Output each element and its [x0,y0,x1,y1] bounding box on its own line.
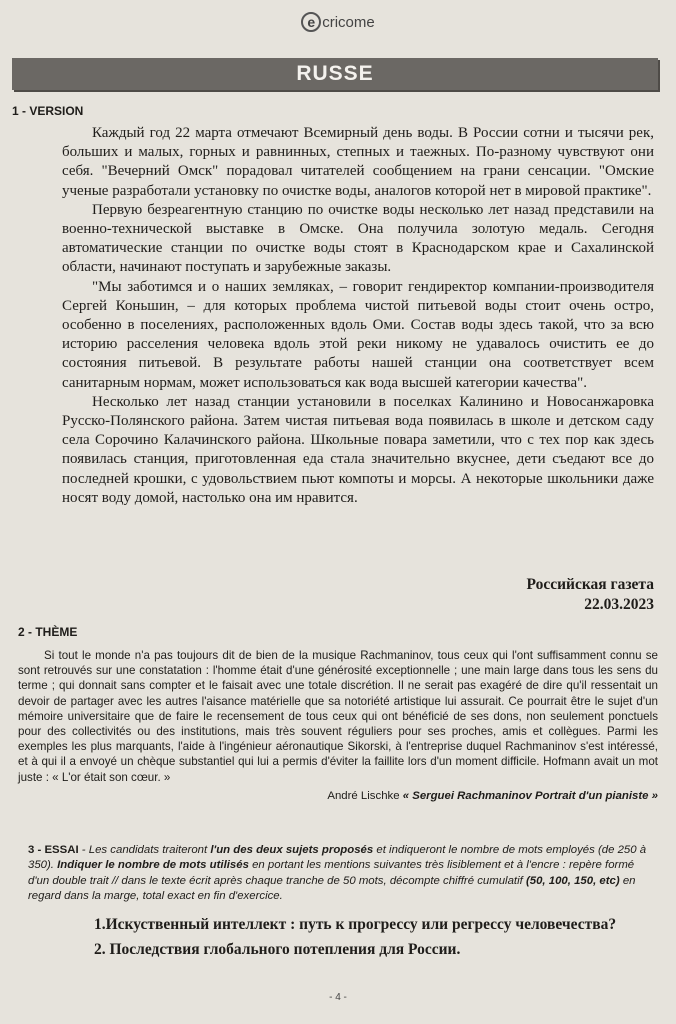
ecricome-logo [0,12,676,32]
essai-instr: en regard dans la marge, total exact en fin d'exercice. [28,874,636,903]
essai-instructions [28,843,656,905]
version-paragraph: Несколько лет назад станции установили в поселках Калинино и Новосанжаровка Русско-Полянского района. Затем чистая питьевая вода появилась в школе и детском саду села Сорочино Калачинского района. Школьные повара заметили, что с тех пор как здесь появилась станция, приготовленная еда стала значительно вкуснее, дети съедают все до последней крошки, с удовольствием пьют компоты и морсы. А некоторые школьники даже носят воду домой, настолько она им нравится. [62,393,654,506]
version-title: 1 - VERSION [12,104,84,118]
essai-instr: en portant les mentions suivantes très lisiblement et à l'encre : [248,859,569,872]
theme-title: 2 - THÈME [18,625,78,639]
source-name: Российская газета [526,576,654,593]
essai-instr: - Les candidats traiteront [78,844,211,856]
version-source [527,575,655,615]
logo-text: cricome [322,14,375,31]
essai-instr: (50, 100, 150, etc) [525,874,620,887]
page-number: - 4 - [329,992,347,1003]
banner-title: RUSSE [296,62,374,85]
theme-attribution [327,790,658,802]
version-paragraph: Первую безреагентную станцию по очистке воды несколько лет назад представили на военно-технической выставке в Омске. Она получила золотую медаль. Сегодня автоматические станции по очистке воды стоят в Краснодарском крае и Сахалинской области, начинают поступать и зарубежные заказы. [62,201,654,276]
theme-paragraph: Si tout le monde n'a pas toujours dit de bien de la musique Rachmaninov, tous ceux qui l'ont suffisamment connu se sont retrouvés sur une constatation : l'homme était d'une générosité exceptionnelle ; une main large dans tous les sens du terme ; qui donnait sans compter et le faisait avec une totale discrétion. Il ne serait pas exagéré de dire qu'il ressentait un devoir de partager avec les autres l'aisance matérielle que sa notoriété artistique lui assurait. Ce pourrait être le sujet d'un mémoire universitaire que de faire le recensement de tous ceux qui ont bénéficié de ses dons, non seulement ponctuels pour des collectivités ou des institutions, mais très souvent réguliers pour ses proches, amis et collègues. Parmi les exemples les plus marquants, l'aide à l'ingénieur aéronautique Sikorski, à l'entreprise duquel Rachmaninov s'est intéressé, et à qui il a envoyé un chèque substantiel qui lui a permis d'éviter la faillite lors d'un moment difficile. Hofmann avait un mot juste : « L'or était son cœur. » [18,649,658,784]
essai-topic: 2. Последствия глобального потепления для России. [94,941,461,958]
essai-instr: et indiqueront le nombre de mots employés (de 250 à 350). [28,844,647,872]
theme-author: André Lischke [327,790,400,802]
theme-work: « Serguei Rachmaninov Portrait d'un pianiste » [402,790,658,802]
section-banner [12,58,658,90]
essai-topic: 1.Искуственный интеллект : путь к прогрессу или регрессу человечества? [94,916,617,933]
theme-text [18,648,658,785]
essai-instr: l'un des deux sujets proposés [210,844,374,856]
version-paragraph: Каждый год 22 марта отмечают Всемирный день воды. В России сотни и тысячи рек, больших и малых, горных и равнинных, степных и таежных. По-разному чувствуют они себя. "Вечерний Омск" порадовал читателей сообщением на грани сенсации. "Омские ученые разработали установку по очистке воды, аналогов которой нет в мировой практике". [62,125,654,199]
logo-mark: e [301,12,321,32]
source-date: 22.03.2023 [584,596,654,613]
version-paragraph: "Мы заботимся и о наших земляках, – говорит гендиректор компании-производителя Сергей Коньшин, – для которых проблема чистой питьевой воды стоит очень остро, особенно в поселениях, расположенных вдоль Оми. Состав воды здесь такой, что за всю историю расселения человека вдоль этой реки никому не удавалось очистить ее до состояния питьевой. В результате работы нашей станции она соответствует всем санитарным нормам, может использоваться как вода высшей категории качества". [62,278,654,391]
essai-instr: repère formé d'un double trait // dans le texte écrit après chaque tranche de 50 mots, décompte chiffré cumulatif [28,859,635,887]
essai-topics [94,912,654,962]
version-text [62,124,654,508]
essai-label: 3 - ESSAI [28,844,79,856]
essai-instr: Indiquer le nombre de mots utilisés [57,859,249,872]
